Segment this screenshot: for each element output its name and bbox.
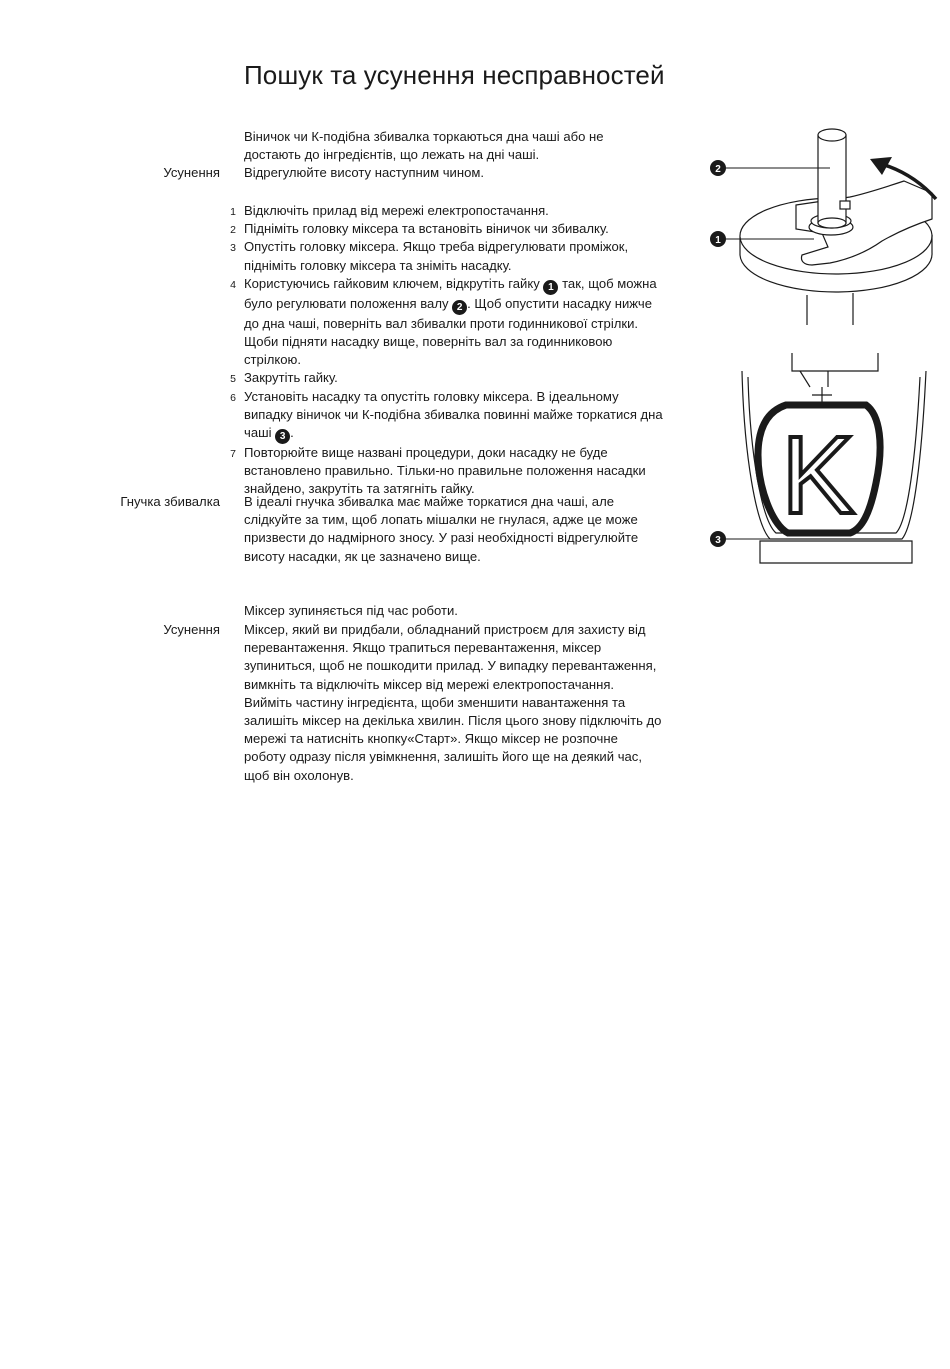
step-line: знайдено, закрутіть та затягніть гайку. <box>244 481 475 497</box>
solution-label-1: Усунення <box>163 165 220 180</box>
step-line: встановлено правильно. Тільки-но правильне положення насадки <box>244 463 646 479</box>
callout-2-marker <box>710 160 830 176</box>
flex-beater-label: Гнучка збивалка <box>120 494 220 509</box>
flex-line: висоту насадки, як це зазначено вище. <box>244 548 481 564</box>
step-1 <box>222 202 702 220</box>
callout-3-icon: 3 <box>275 429 290 444</box>
step-2 <box>222 220 702 238</box>
step-number: 2 <box>230 224 236 237</box>
step-line <box>244 424 702 444</box>
step-7 <box>222 444 702 499</box>
solution-line: залишіть міксер на декілька хвилин. Після цього знову підключіть до <box>244 713 662 729</box>
solution-line: роботу одразу після увімкнення, залишіть його ще на деякий час, <box>244 749 642 765</box>
solution-label-2: Усунення <box>163 622 220 637</box>
step-6 <box>222 388 702 444</box>
step-line: Щоби підняти насадку вище, поверніть вал за годинниковою <box>244 334 613 350</box>
solution-text-1: Відрегулюйте висоту наступним чином. <box>244 165 485 180</box>
callout-1-icon: 1 <box>543 280 558 295</box>
step-line: стрілкою. <box>244 352 301 368</box>
page-title: Пошук та усунення несправностей <box>244 60 665 90</box>
adjustment-illustration <box>700 115 945 570</box>
step-text: чаші <box>244 425 276 441</box>
solution-line: щоб він охолонув. <box>244 767 354 783</box>
step-line: Закрутіть гайку. <box>244 370 338 386</box>
solution-line: перевантаження. Якщо трапиться перевантаження, міксер <box>244 640 602 656</box>
step-text: так, щоб можна <box>558 275 657 291</box>
solution-line: вимкніть та відключіть міксер від мережі електропостачання. <box>244 676 615 692</box>
step-number: 3 <box>230 242 236 255</box>
problem-1-line: Віничок чи К-подібна збивалка торкаються дна чаші або не <box>244 129 604 144</box>
step-line <box>244 295 702 315</box>
step-number: 4 <box>230 278 236 291</box>
solution-text-2 <box>244 621 704 785</box>
solution-line: Вийміть частину інгредієнта, щоби зменшити навантаження та <box>244 694 626 710</box>
problem-2: Міксер зупиняється під час роботи. <box>244 603 458 618</box>
step-number: 1 <box>230 206 236 218</box>
step-number: 7 <box>230 448 236 461</box>
problem-1 <box>244 128 704 164</box>
solution-line: зупиниться, щоб не пошкодити прилад. У випадку перевантаження, <box>244 658 657 674</box>
callout-2-label: 2 <box>715 164 721 175</box>
step-number: 6 <box>230 391 236 404</box>
step-number: 5 <box>230 373 236 386</box>
step-text: . Щоб опустити насадку нижче <box>467 295 653 311</box>
flex-line: слідкуйте за тим, щоб лопать мішалки не гнулася, адже це може <box>244 512 638 528</box>
step-line: випадку віничок чи К-подібна збивалка повинні майже торкатися дна <box>244 406 663 422</box>
step-text: . <box>290 425 294 441</box>
step-3 <box>222 238 702 274</box>
callout-1-label: 1 <box>715 235 721 246</box>
step-line <box>244 275 702 295</box>
problem-1-line: достають до інгредієнтів, що лежать на дні чаші. <box>244 147 540 163</box>
callout-2-icon: 2 <box>452 300 467 315</box>
step-line: Опустіть головку міксера. Якщо треба відрегулювати проміжок, <box>244 239 629 255</box>
step-4 <box>222 275 702 370</box>
adjustment-steps <box>222 202 702 499</box>
solution-line: мережі та натисніть кнопку«Старт». Якщо міксер не розпочне <box>244 731 618 747</box>
step-text: Користуючись гайковим ключем, відкрутіть гайку <box>244 275 544 291</box>
step-5 <box>222 369 702 387</box>
step-line: Підніміть головку міксера та встановіть віничок чи збивалку. <box>244 221 609 237</box>
flex-beater-text <box>244 493 704 566</box>
flex-line: призвести до надмірного зносу. У разі необхідності відрегулюйте <box>244 530 639 546</box>
step-text: було регулювати положення валу <box>244 295 453 311</box>
flex-line: В ідеалі гнучка збивалка має майже торкатися дна чаші, але <box>244 494 615 509</box>
wrench-diagram <box>740 129 936 325</box>
step-line: Відключіть прилад від мережі електропостачання. <box>244 203 549 218</box>
callout-3-label: 3 <box>715 535 721 546</box>
step-line: Установіть насадку та опустіть головку міксера. В ідеальному <box>244 388 619 404</box>
step-line: Повторюйте вище названі процедури, доки насадку не буде <box>244 445 608 461</box>
step-line: до дна чаші, поверніть вал збивалки проти годинникової стрілки. <box>244 315 639 331</box>
beater-logo-k: K <box>781 414 855 537</box>
solution-line: Міксер, який ви придбали, обладнаний пристроєм для захисту від <box>244 622 646 637</box>
step-line: підніміть головку міксера та зніміть насадку. <box>244 257 512 273</box>
